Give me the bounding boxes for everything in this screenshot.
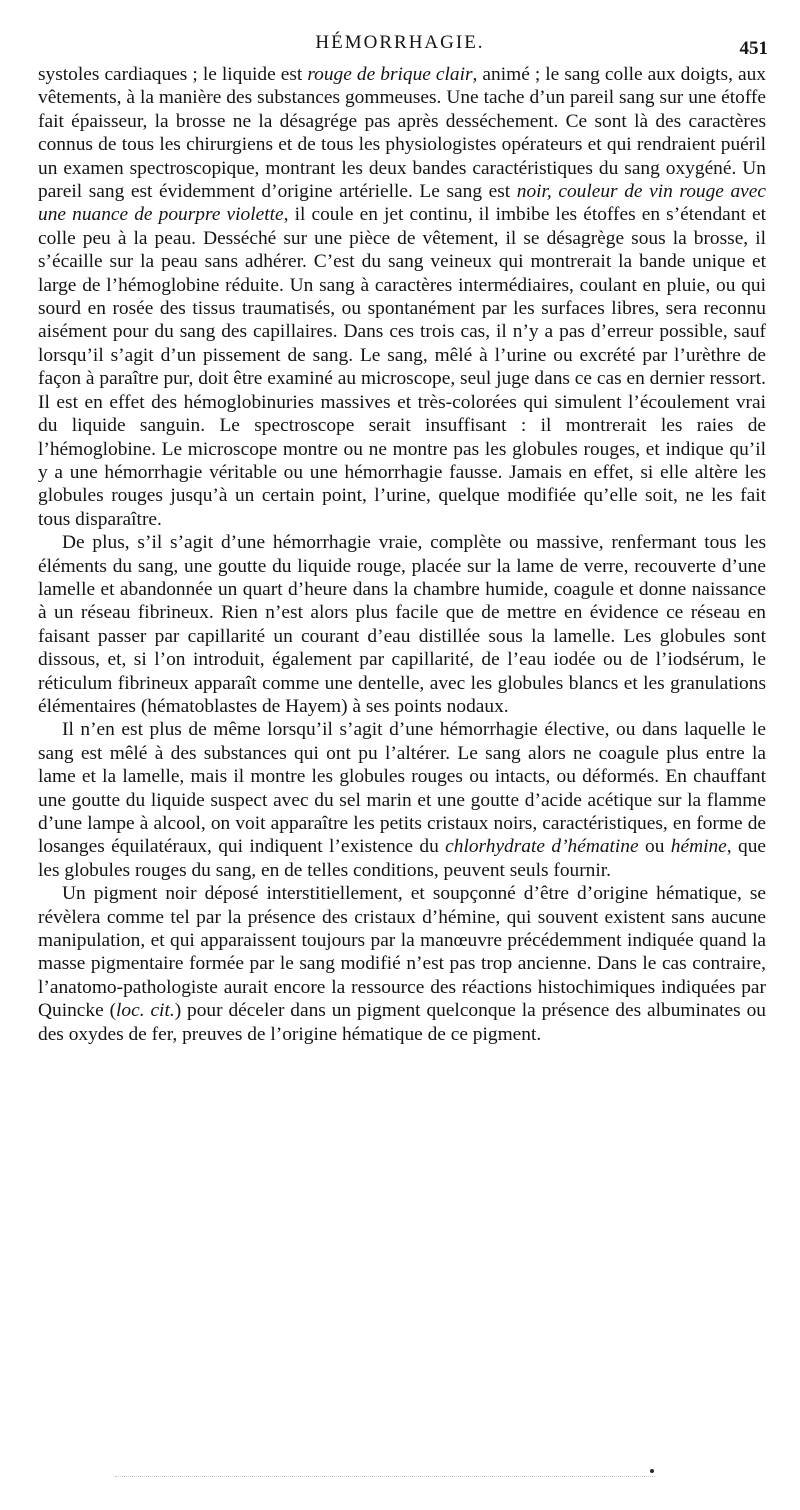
text-run: ) pour déceler dans un pigment quelconque la présence des albuminates ou des oxydes de fer, preuves de l’origine hématique de ce pigment.	[38, 1000, 766, 1045]
italic-run: chlorhydrate d’hématine	[445, 836, 639, 858]
page-number: 451	[739, 38, 768, 59]
italic-run: noir, couleur de vin rouge avec une nuance de pourpre violette	[38, 181, 766, 226]
text-run: Un pigment noir déposé interstitiellement, et soupçonné d’être d’origine hématique, se révèlera comme tel par la présence des cristaux d’hémine, qui souvent existent sans aucune manipulation, et qui apparaissent toujours par la manœuvre précédemment indiquée quand la masse pigmentaire formée par le sang modifié n’est pas trop ancienne. Dans le cas contraire, l’anatomo-pathologiste aurait encore la ressource des réactions histochimiques indiquées par Quincke (	[38, 883, 766, 1022]
footer-dot	[650, 1469, 654, 1473]
running-header	[0, 28, 800, 58]
text-run: De plus, s’il s’agit d’une hémorrhagie vraie, complète ou massive, renfermant tous les éléments du sang, une goutte du liquide rouge, placée sur la lame de verre, recouverte d’une lamelle et abandonnée un quart d’heure dans la chambre humide, coagule et donne naissance à un réseau fibrineux. Rien n’est alors plus facile que de mettre en évidence ce réseau en faisant passer par capillarité un courant d’eau distillée sous la lamelle. Les globules sont dissous, et, si l’on introduit, également par capillarité, de l’eau iodée ou de l’iodsérum, le réticulum fibrineux apparaît comme une dentelle, avec les globules blancs et les granulations élémentaires (hématoblastes de Hayem) à ses points nodaux.	[38, 532, 766, 717]
italic-run: hémine	[670, 836, 727, 858]
paragraph	[38, 531, 766, 718]
text-run: Il n’en est plus de même lorsqu’il s’agit d’une hémorrhagie élective, ou dans laquelle le sang est mêlé à des substances qui ont pu l’altérer. Le sang alors ne coagule plus entre la lame et la lamelle, mais il montre les globules rouges ou intacts, ou déformés. En chauffant une goutte du liquide suspect avec du sel marin et une goutte d’acide acétique sur la flamme d’une lampe à alcool, on voit apparaître les petits cristaux noirs, caractéristiques, en forme de losanges équilatéraux, qui indiquent l’existence du	[38, 719, 766, 858]
paragraph	[38, 882, 766, 1046]
paragraph	[38, 718, 766, 882]
text-run: ou	[638, 836, 671, 858]
footer-rule	[115, 1476, 655, 1477]
text-run: , il coule en jet continu, il imbibe les étoffes en s’étendant et colle peu à la peau. Desséché sur une pièce de vêtement, il se désagrège sous la brosse, il s’écaille sur la peau sans adhérer. C’est du sang veineux qui montrerait la bande unique et large de l’hémoglobine réduite. Un sang à caractères intermédiaires, coulant en pluie, ou qui sourd en rosée des tissus traumatisés, ou spontanément par les surfaces libres, sera reconnu aisément pour du sang des capillaires. Dans ces trois cas, il n’y a pas d’erreur possible, sauf lorsqu’il s’agit d’un pissement de sang. Le sang, mêlé à l’urine ou excrété par l’urèthre de façon à paraître pur, doit être examiné au microscope, seul juge dans ce cas en dernier ressort. Il est en effet des hémoglobinuries massives et très-colorées qui simulent l’écoulement vrai du liquide sanguin. Le spectroscope serait insuffisant : il montrerait les raies de l’hémoglobine. Le microscope montre ou ne montre pas les globules rouges, et indique qu’il y a une hémorrhagie véritable ou une hémorrhagie fausse. Jamais en effet, si elle altère les globules rouges jusqu’à un certain point, l’urine, quelque modifiée qu’elle soit, ne les fait tous disparaître.	[38, 204, 766, 530]
italic-run: rouge de brique clair	[307, 64, 473, 85]
text-run: systoles cardiaques ; le liquide est	[38, 64, 308, 85]
text-run: , animé ; le sang colle aux doigts, aux vêtements, à la manière des substances gommeuses. Une tache d’un pareil sang sur une étoffe fait épaisseur, la brosse ne la désagrége pas après desséchement. Ce sont là des caractères connus de tous les chirurgiens et de tous les physiologistes opérateurs et qui rendraient puéril un examen spectroscopique, montrant les deux bandes caractéristiques du sang oxygéné. Un pareil sang est évidemment d’origine artérielle. Le sang est	[38, 64, 766, 203]
text-body	[38, 63, 766, 1046]
italic-run: loc. cit.	[116, 1000, 175, 1022]
paragraph	[38, 63, 766, 531]
running-title: HÉMORRHAGIE.	[315, 32, 485, 53]
text-run: , que les globules rouges du sang, en de telles conditions, peuvent seuls fournir.	[38, 836, 767, 881]
